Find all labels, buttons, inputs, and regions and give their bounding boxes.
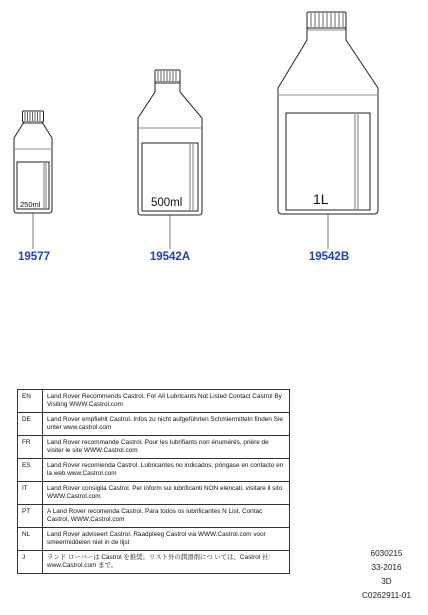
language-code: PT xyxy=(18,505,43,528)
recommendation-text: Land Rover empfiehlt Castrol. Infos zu nicht aufgeführten Schmiermitteln finden Sie unter www.castrol.com xyxy=(43,413,290,436)
table-row xyxy=(18,413,290,436)
table-row xyxy=(18,390,290,413)
reference-code-3: 3D xyxy=(381,577,392,586)
recommendation-text: Land Rover Recommends Castrol. For All Lubricants Not Listed Contact Castrol By Visiting WWW.Castrol.com xyxy=(43,390,290,413)
lubricant-recommendation-table xyxy=(17,389,290,574)
bottle-1l-volume-label: 1L xyxy=(313,191,329,207)
reference-code-1: 6030215 xyxy=(370,549,403,558)
table-row xyxy=(18,505,290,528)
language-code: FR xyxy=(18,436,43,459)
bottle-500ml xyxy=(138,70,202,249)
recommendation-text: A Land Rover recomenda Castrol. Para todos os lubrificantes N List, Contac Castrol, WWW.Castrol.com xyxy=(43,505,290,528)
language-code: NL xyxy=(18,528,43,551)
bottle-250ml-volume-label: 250ml xyxy=(20,200,41,209)
recommendation-text: Land Rover consiglia Castrol. Per inform sui lubrificanti NON elencati, visitare il sito WWW.Castrol.com xyxy=(43,482,290,505)
table-row xyxy=(18,551,290,574)
recommendation-text: Land Rover recommande Castrol. Pour les lubrifiants non énumérés, prière de visiter le site WWW.Castrol.com xyxy=(43,436,290,459)
language-code: ES xyxy=(18,459,43,482)
bottle-1l xyxy=(278,12,378,249)
table-row xyxy=(18,459,290,482)
recommendation-text: Land Rover adviseert Castrol. Raadpleeg Castrol via WWW.Castrol.com voor smeermiddelen niet in de lijst xyxy=(43,528,290,551)
recommendation-text: Land Rover recomienda Castrol. Lubricantes no indicados, póngase en contacto en la web www.Castrol.com xyxy=(43,459,290,482)
reference-code-2: 33-2016 xyxy=(371,563,402,572)
table-row xyxy=(18,482,290,505)
table-row xyxy=(18,436,290,459)
language-code: J xyxy=(18,551,43,574)
language-code: DE xyxy=(18,413,43,436)
part-number-19577: 19577 xyxy=(18,251,50,263)
part-number-19542a: 19542A xyxy=(149,251,191,263)
reference-codes xyxy=(362,547,411,603)
recommendation-text: ランド ローバーは Castrol を推奨。リスト外の潤滑剤につ いては、Castrol 社: www.Castrol.com まで。 xyxy=(43,551,290,574)
table-row xyxy=(18,528,290,551)
reference-code-4: C0262911-01 xyxy=(361,591,411,600)
language-code: IT xyxy=(18,482,43,505)
language-code: EN xyxy=(18,390,43,413)
part-number-19542b: 19542B xyxy=(308,251,350,263)
bottle-500ml-volume-label: 500ml xyxy=(151,197,183,209)
bottle-250ml xyxy=(14,111,52,249)
